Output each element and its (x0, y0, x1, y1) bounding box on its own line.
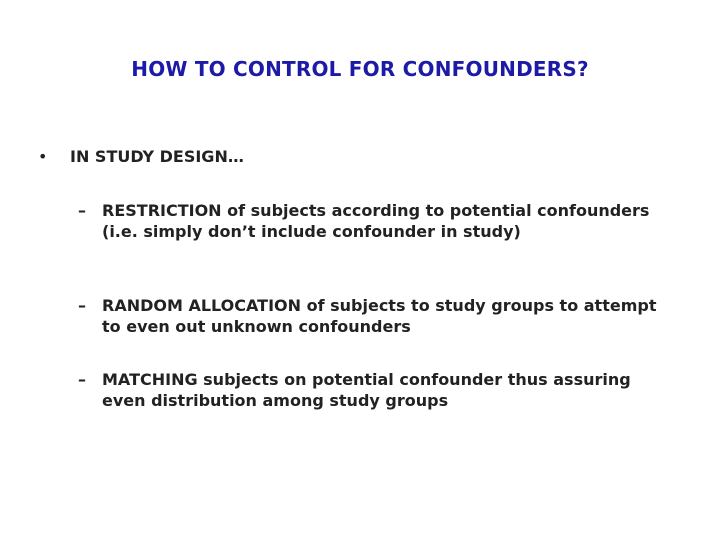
subbullet-random-allocation (78, 295, 658, 337)
subbullet-marker: – (78, 296, 86, 315)
bullet-marker: • (38, 147, 48, 166)
subbullet-text: RESTRICTION of subjects according to potential confounders (i.e. simply don’t include confounder in study) (102, 201, 650, 241)
bullet-text: IN STUDY DESIGN… (70, 147, 244, 166)
subbullet-marker: – (78, 370, 86, 389)
subbullet-text: MATCHING subjects on potential confounder thus assuring even distribution among study groups (102, 370, 631, 410)
subbullet-marker: – (78, 201, 86, 220)
subbullet-restriction (78, 200, 658, 242)
subbullet-matching (78, 369, 658, 411)
subbullet-text: RANDOM ALLOCATION of subjects to study groups to attempt to even out unknown confounders (102, 296, 657, 336)
slide-title: HOW TO CONTROL FOR CONFOUNDERS? (131, 57, 589, 81)
